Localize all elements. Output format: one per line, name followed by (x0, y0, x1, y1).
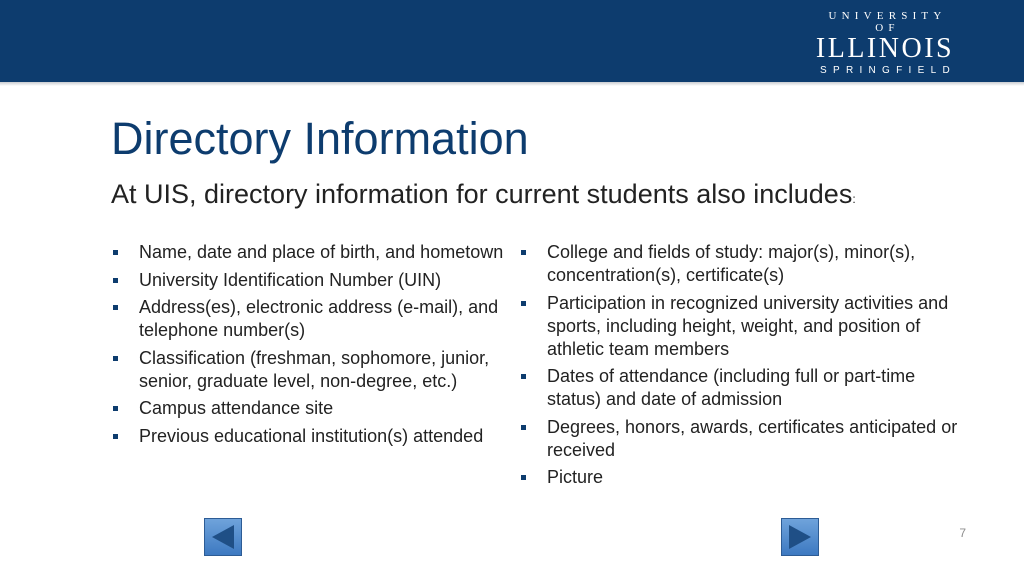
previous-slide-button[interactable] (204, 518, 242, 556)
list-item-text: Dates of attendance (including full or part-time status) and date of admission (547, 366, 916, 409)
bullet-icon (113, 250, 118, 255)
header-divider (0, 82, 1024, 86)
page-number: 7 (959, 526, 966, 540)
left-bullet-list (110, 241, 505, 452)
list-item-text: University Identification Number (UIN) (139, 269, 442, 290)
list-item (110, 397, 505, 420)
list-item-text: Name, date and place of birth, and hometown (139, 242, 504, 262)
subtitle-text: At UIS, directory information for current students also includes (111, 179, 853, 209)
list-item (110, 296, 505, 342)
bullet-icon (113, 434, 118, 439)
slide-title: Directory Information (111, 113, 529, 164)
next-slide-button[interactable] (781, 518, 819, 556)
list-item-text: Address(es), electronic address (e-mail), and telephone number(s) (139, 297, 499, 340)
list-item (518, 466, 958, 489)
list-item (518, 365, 958, 411)
bullet-icon (521, 374, 526, 379)
list-item (110, 269, 505, 292)
list-item-text: Campus attendance site (139, 398, 334, 418)
logo-line-springfield: SPRINGFIELD (820, 65, 956, 76)
bullet-icon (113, 278, 118, 283)
bullet-icon (113, 305, 118, 310)
list-item (518, 416, 958, 462)
list-item-text: Classification (freshman, sophomore, junior, senior, graduate level, non-degree, etc.) (139, 347, 490, 391)
bullet-icon (521, 425, 526, 430)
header-bar (0, 0, 1024, 82)
list-item-text: Participation in recognized university activities and sports, including height, weight, and position of athletic team members (547, 292, 949, 359)
list-item-text: Previous educational institution(s) attended (139, 425, 484, 446)
bullet-icon (521, 475, 526, 480)
slide-subtitle (111, 176, 856, 217)
list-item-text: Picture (547, 467, 604, 487)
university-logo (810, 10, 960, 76)
bullet-icon (113, 406, 118, 411)
list-item (518, 241, 958, 287)
bullet-icon (521, 301, 526, 306)
list-item-text: Degrees, honors, awards, certificates anticipated or received (547, 416, 958, 460)
list-item (110, 241, 505, 264)
left-arrow-icon (205, 519, 241, 555)
list-item (518, 292, 958, 361)
right-arrow-icon (782, 519, 818, 555)
list-item-text: College and fields of study: major(s), minor(s), concentration(s), certificate(s) (547, 242, 916, 285)
subtitle-colon: : (852, 192, 856, 206)
logo-line-university-of: UNIVERSITY OF (828, 10, 947, 34)
list-item (110, 425, 505, 448)
logo-line-illinois: ILLINOIS (815, 33, 955, 64)
bullet-icon (113, 356, 118, 361)
right-bullet-list (518, 241, 958, 494)
bullet-icon (521, 250, 526, 255)
list-item (110, 347, 505, 393)
